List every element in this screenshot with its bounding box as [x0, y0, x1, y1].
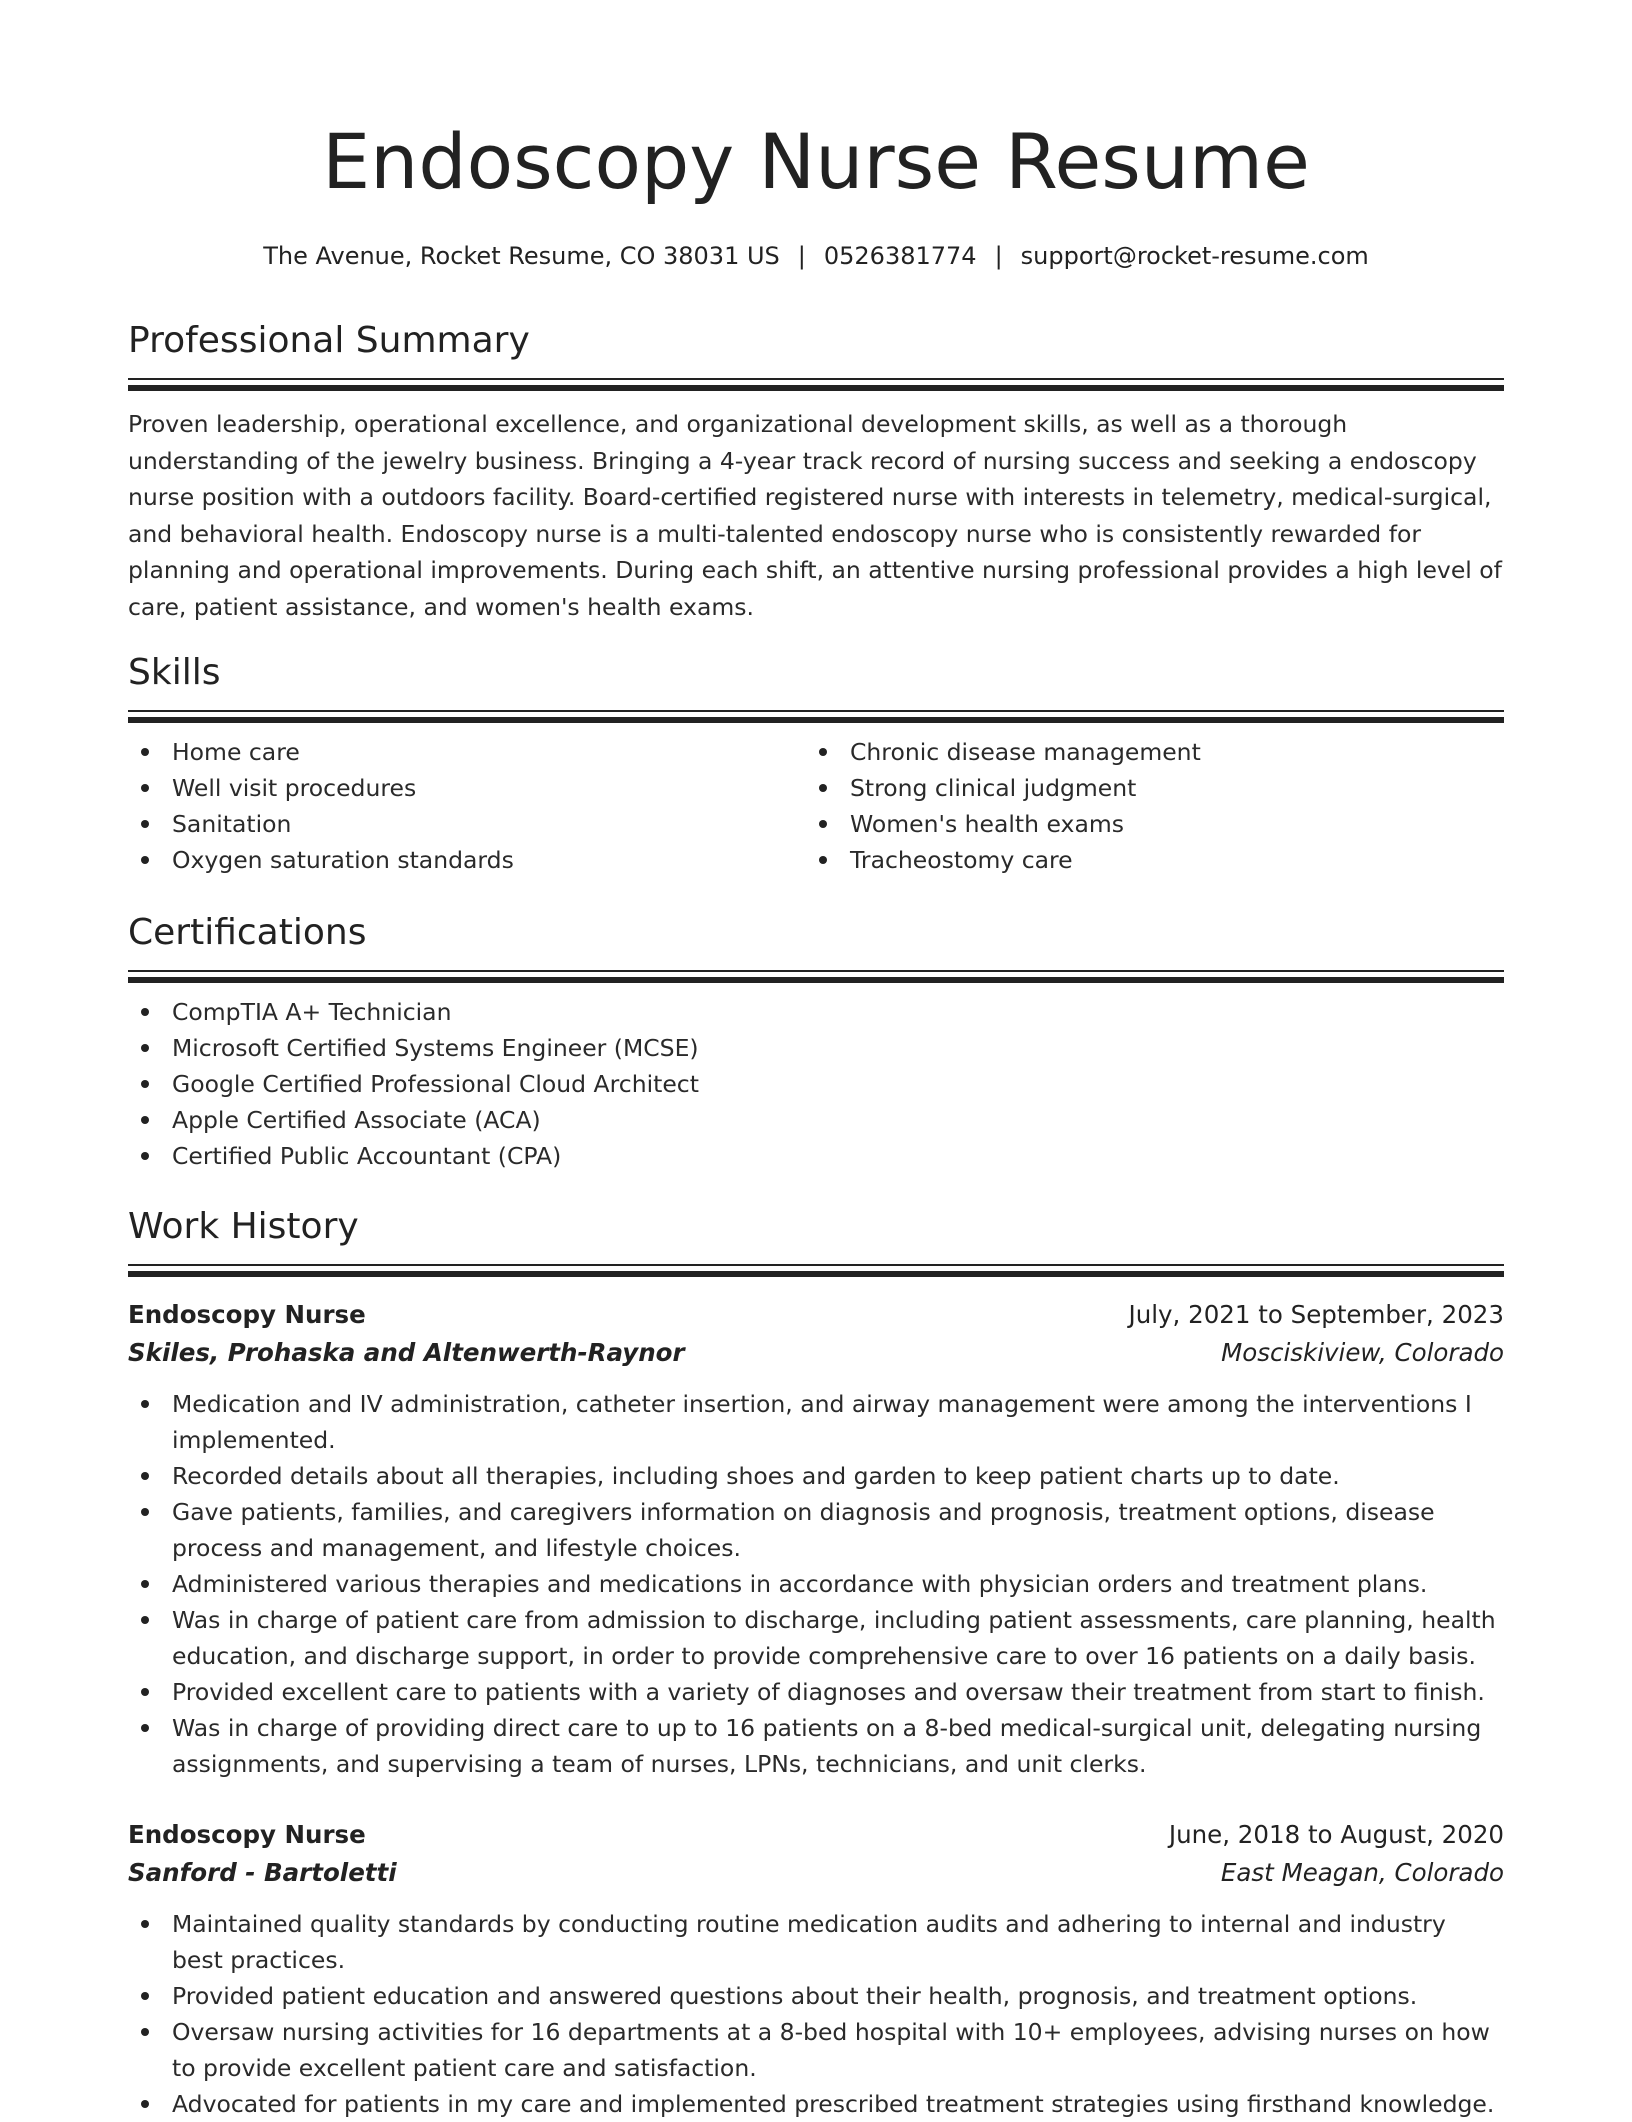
job-company: Skiles, Prohaska and Altenwerth-Raynor	[128, 1338, 685, 1367]
section-divider	[128, 378, 1504, 392]
certification-item: Google Certified Professional Cloud Architect	[128, 1066, 1504, 1102]
skills-grid	[128, 724, 1504, 878]
skills-list-left	[128, 734, 806, 878]
job-bullets	[128, 1386, 1504, 1782]
work-history-section	[128, 1202, 1504, 2122]
job-entry	[128, 1296, 1504, 1782]
job-bullet: Medication and IV administration, catheter insertion, and airway management were among the interventions I implemented.	[128, 1386, 1504, 1458]
contact-separator: |	[797, 242, 806, 270]
contact-line	[128, 239, 1504, 273]
section-divider	[128, 1264, 1504, 1278]
job-location: Mosciskiview, Colorado	[1221, 1338, 1504, 1367]
job-bullet: Provided excellent care to patients with a variety of diagnoses and oversaw their treatment from start to finish.	[128, 1674, 1504, 1710]
skills-section	[128, 648, 1504, 878]
skill-item: Sanitation	[128, 806, 806, 842]
skill-item: Women's health exams	[806, 806, 1484, 842]
job-bullet: Provided patient education and answered questions about their health, prognosis, and treatment options.	[128, 1978, 1504, 2014]
job-bullet: Recorded details about all therapies, including shoes and garden to keep patient charts up to date.	[128, 1458, 1504, 1494]
certification-item: Apple Certified Associate (ACA)	[128, 1102, 1504, 1138]
certifications-section	[128, 908, 1504, 1174]
skills-list-right	[806, 734, 1484, 878]
job-dates: July, 2021 to September, 2023	[1128, 1300, 1504, 1329]
skill-item: Chronic disease management	[806, 734, 1484, 770]
skill-item: Strong clinical judgment	[806, 770, 1484, 806]
certifications-list	[128, 994, 1504, 1174]
contact-email: support@rocket-resume.com	[1020, 242, 1369, 270]
job-title: Endoscopy Nurse	[128, 1300, 366, 1329]
job-bullet: Maintained quality standards by conducting routine medication audits and adhering to internal and industry best practices.	[128, 1906, 1504, 1978]
skills-heading: Skills	[128, 652, 221, 693]
contact-address: The Avenue, Rocket Resume, CO 38031 US	[263, 242, 780, 270]
summary-section	[128, 316, 1504, 625]
work-history-heading: Work History	[128, 1206, 359, 1247]
job-location: East Meagan, Colorado	[1220, 1858, 1504, 1887]
job-title: Endoscopy Nurse	[128, 1820, 366, 1849]
job-bullet: Advocated for patients in my care and implemented prescribed treatment strategies using firsthand knowledge.	[128, 2086, 1504, 2122]
job-bullet: Was in charge of patient care from admission to discharge, including patient assessments, care planning, health education, and discharge support, in order to provide comprehensive care to over 16 patients on a daily basis.	[128, 1602, 1504, 1674]
contact-separator: |	[994, 242, 1003, 270]
job-company: Sanford - Bartoletti	[128, 1858, 397, 1887]
job-entry	[128, 1816, 1504, 2122]
certification-item: Certified Public Accountant (CPA)	[128, 1138, 1504, 1174]
job-bullet: Oversaw nursing activities for 16 departments at a 8-bed hospital with 10+ employees, advising nurses on how to provide excellent patient care and satisfaction.	[128, 2014, 1504, 2086]
certification-item: Microsoft Certified Systems Engineer (MCSE)	[128, 1030, 1504, 1066]
certifications-heading: Certifications	[128, 912, 367, 953]
certification-item: CompTIA A+ Technician	[128, 994, 1504, 1030]
skill-item: Oxygen saturation standards	[128, 842, 806, 878]
job-dates: June, 2018 to August, 2020	[1168, 1820, 1504, 1849]
skill-item: Well visit procedures	[128, 770, 806, 806]
summary-text: Proven leadership, operational excellence, and organizational development skills, as well as a thorough understanding of the jewelry business. Bringing a 4-year track record of nursing success and seeking a endoscopy nurse position with a outdoors facility. Board-certified registered nurse with interests in telemetry, medical-surgical, and behavioral health. Endoscopy nurse is a multi-talented endoscopy nurse who is consistently rewarded for planning and operational improvements. During each shift, an attentive nursing professional provides a high level of care, patient assistance, and women's health exams.	[128, 410, 1502, 621]
section-divider	[128, 710, 1504, 724]
job-bullet: Was in charge of providing direct care to up to 16 patients on a 8-bed medical-surgical unit, delegating nursing assignments, and supervising a team of nurses, LPNs, technicians, and unit clerks.	[128, 1710, 1504, 1782]
section-divider	[128, 970, 1504, 984]
resume-title: Endoscopy Nurse Resume	[322, 117, 1310, 206]
contact-phone: 0526381774	[823, 242, 977, 270]
summary-heading: Professional Summary	[128, 320, 530, 361]
job-bullet: Gave patients, families, and caregivers information on diagnosis and prognosis, treatment options, disease process and management, and lifestyle choices.	[128, 1494, 1504, 1566]
skill-item: Tracheostomy care	[806, 842, 1484, 878]
job-bullet: Administered various therapies and medications in accordance with physician orders and treatment plans.	[128, 1566, 1504, 1602]
job-bullets	[128, 1906, 1504, 2122]
skill-item: Home care	[128, 734, 806, 770]
